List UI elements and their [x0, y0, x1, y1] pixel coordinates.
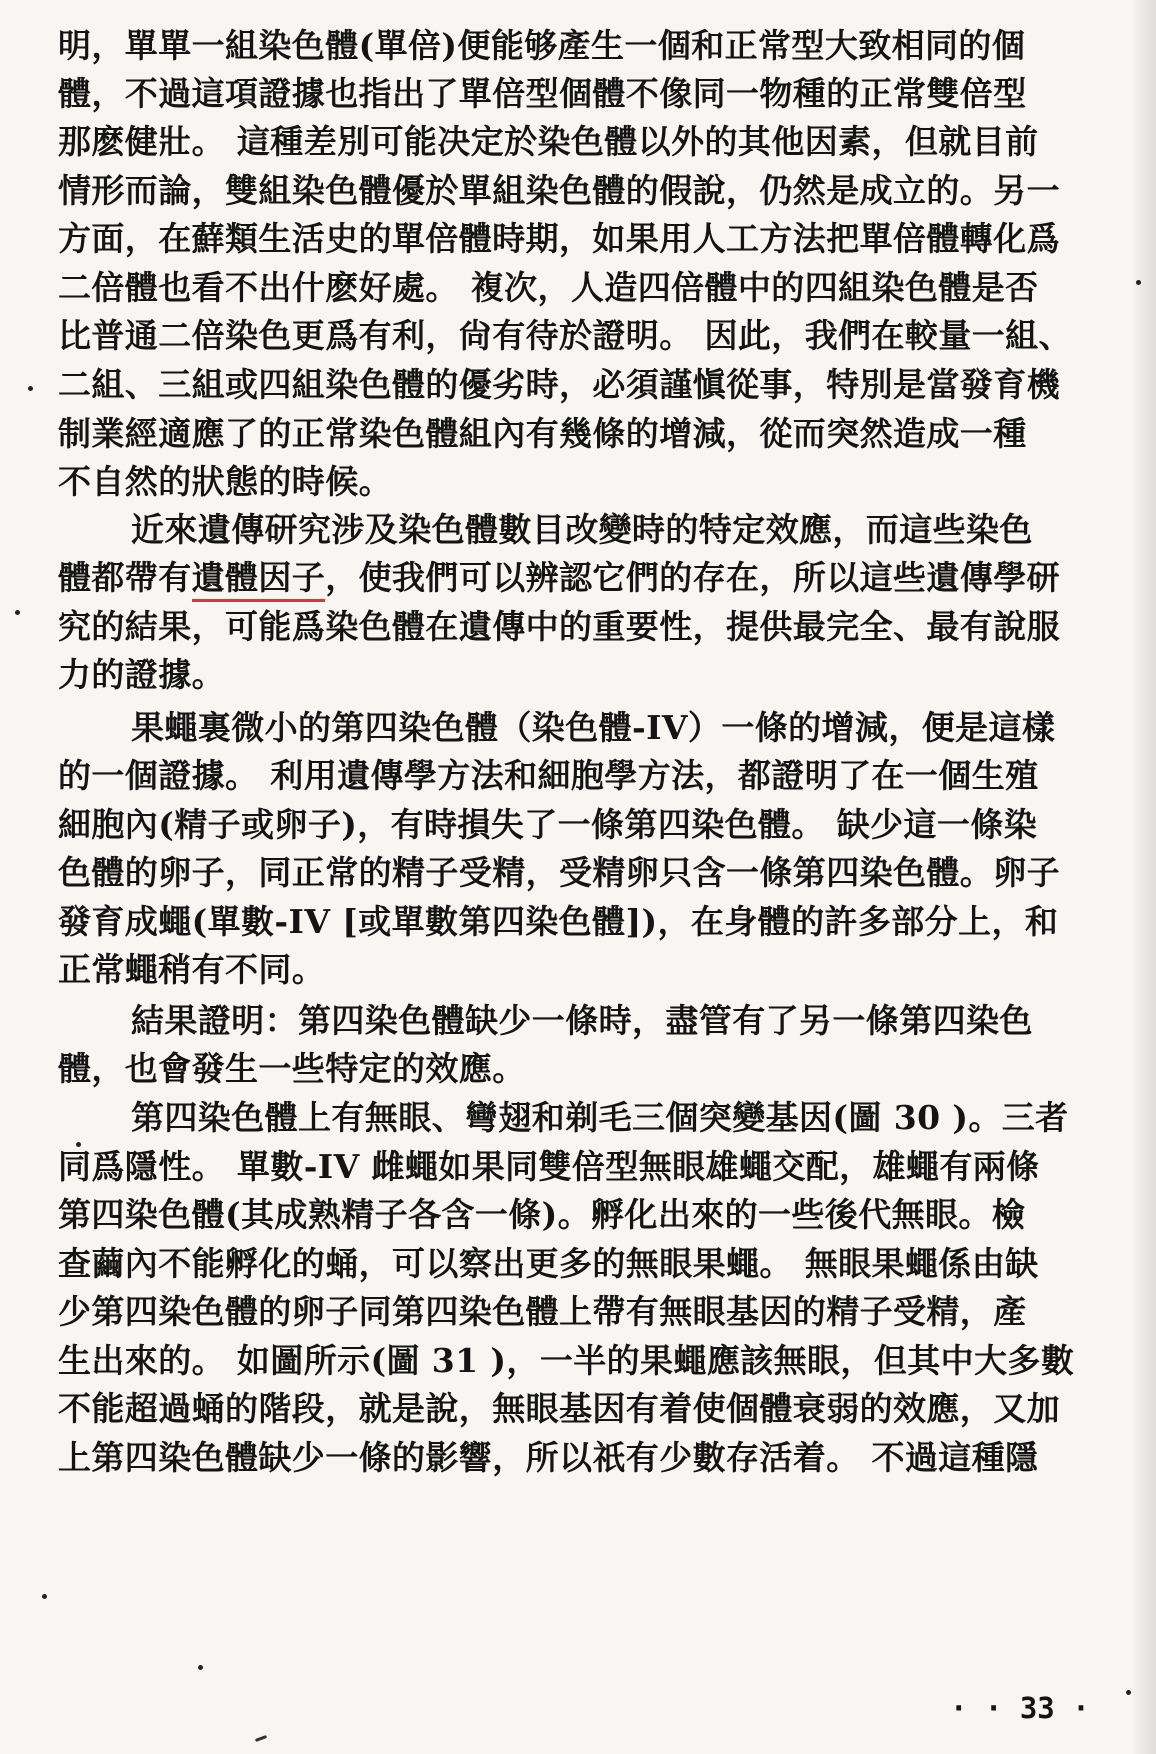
text-line: 方面，在蘚類生活史的單倍體時期，如果用人工方法把單倍體轉化爲	[58, 219, 1060, 258]
text-line: 力的證據。	[58, 655, 225, 694]
text-line: 情形而論，雙組染色體優於單組染色體的假說，仍然是成立的。另一	[58, 171, 1060, 210]
text-line: 制業經適應了的正常染色體組內有幾條的增減，從而突然造成一種	[58, 414, 1027, 453]
text-line: 第四染色體(其成熟精子各含一條)。孵化出來的一些後代無眼。檢	[58, 1195, 1026, 1234]
text-fragment: 體都帶有	[58, 558, 192, 597]
scan-speck	[42, 1594, 47, 1599]
text-line: 那麽健壯。 這種差別可能决定於染色體以外的其他因素，但就目前	[58, 122, 1039, 161]
underlined-term: 遺體因子	[192, 558, 326, 602]
text-line: 體，不過這項證據也指出了單倍型個體不像同一物種的正常雙倍型	[58, 74, 1027, 113]
text-line: 不自然的狀態的時候。	[58, 462, 392, 501]
scan-speck	[198, 1665, 203, 1670]
text-line: 發育成蠅(單數-IV [或單數第四染色體])，在身體的許多部分上，和	[58, 902, 1059, 941]
scan-speck	[15, 610, 20, 615]
page-edge-shadow	[1130, 0, 1156, 1754]
text-fragment: ，使我們可以辨認它們的存在，所以這些遺傳學研	[325, 558, 1061, 597]
text-line: 上第四染色體缺少一條的影響，所以祇有少數存活着。 不過這種隱	[58, 1438, 1039, 1477]
text-line: 同爲隱性。 單數-IV 雌蠅如果同雙倍型無眼雄蠅交配，雄蠅有兩條	[58, 1147, 1040, 1186]
scan-mark	[255, 1735, 267, 1742]
text-line: 不能超過蛹的階段，就是說，無眼基因有着使個體衰弱的效應，又加	[58, 1389, 1060, 1428]
text-line: 比普通二倍染色更爲有利，尙有待於證明。 因此，我們在較量一組、	[58, 316, 1072, 355]
text-line: 生出來的。 如圖所示(圖 31 )，一半的果蠅應該無眼，但其中大多數	[58, 1341, 1075, 1380]
text-line-with-underline	[58, 550, 1098, 606]
text-line: 查繭內不能孵化的蛹，可以察出更多的無眼果蠅。 無眼果蠅係由缺	[58, 1244, 1039, 1283]
text-line: 細胞內(精子或卵子)，有時損失了一條第四染色體。 缺少這一條染	[58, 805, 1038, 844]
scan-speck	[28, 386, 33, 391]
text-line: 果蠅裏微小的第四染色體（染色體-IV）一條的增減，便是這樣	[131, 708, 1056, 747]
text-line: 二組、三組或四組染色體的優劣時，必須謹愼從事，特別是當發育機	[58, 365, 1060, 404]
page-number: · · 33 ·	[950, 1691, 1090, 1725]
text-line: 體，也會發生一些特定的效應。	[58, 1049, 526, 1088]
text-line: 第四染色體上有無眼、彎翅和剃毛三個突變基因(圖 30 )。三者	[131, 1098, 1069, 1137]
text-line: 少第四染色體的卵子同第四染色體上帶有無眼基因的精子受精，產	[58, 1292, 1027, 1331]
text-line: 色體的卵子，同正常的精子受精，受精卵只含一條第四染色體。卵子	[58, 853, 1060, 892]
text-line: 近來遺傳研究涉及染色體數目改變時的特定效應，而這些染色	[131, 510, 1033, 549]
text-line: 明，單單一組染色體(單倍)便能够產生一個和正常型大致相同的個	[58, 26, 1026, 65]
text-line: 究的結果，可能爲染色體在遺傳中的重要性，提供最完全、最有說服	[58, 607, 1060, 646]
text-line: 正常蠅稍有不同。	[58, 950, 326, 989]
scan-speck	[76, 1142, 81, 1147]
text-line: 二倍體也看不出什麽好處。 複次，人造四倍體中的四組染色體是否	[58, 268, 1039, 307]
text-line: 結果證明：第四染色體缺少一條時，盡管有了另一條第四染色	[131, 1001, 1033, 1040]
text-line: 的一個證據。 利用遺傳學方法和細胞學方法，都證明了在一個生殖	[58, 756, 1039, 795]
